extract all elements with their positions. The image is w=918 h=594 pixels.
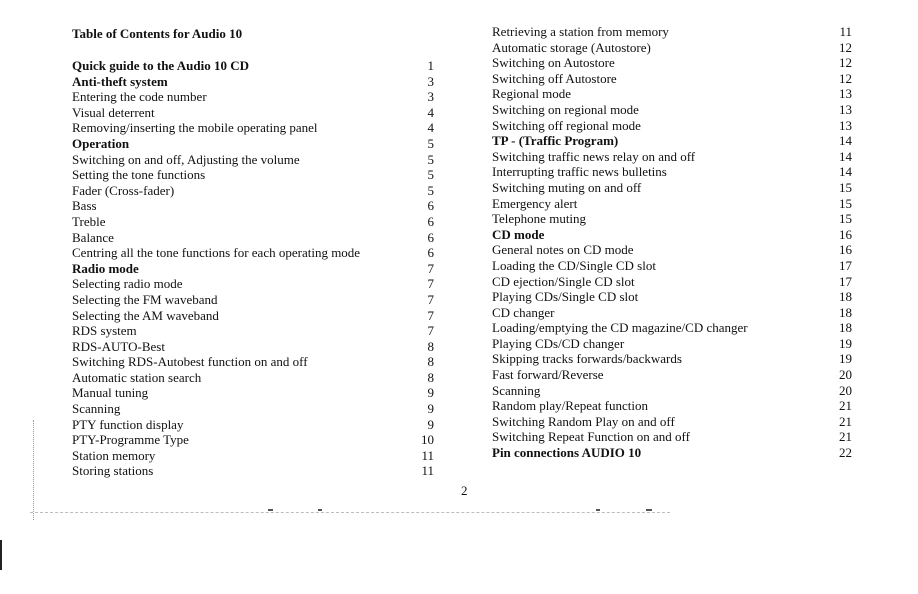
scan-speck bbox=[646, 509, 652, 511]
toc-left-column bbox=[72, 58, 434, 479]
toc-entry-label: Removing/inserting the mobile operating panel bbox=[72, 120, 318, 136]
toc-entry-label: Skipping tracks forwards/backwards bbox=[492, 351, 682, 367]
toc-entry-label: Scanning bbox=[492, 382, 541, 398]
toc-entry-label: Interrupting traffic news bulletins bbox=[492, 164, 667, 180]
toc-entry bbox=[492, 242, 852, 258]
toc-entry bbox=[492, 71, 852, 87]
toc-entry bbox=[72, 463, 434, 479]
toc-entry-label: Playing CDs/CD changer bbox=[492, 335, 625, 351]
toc-entry bbox=[492, 55, 852, 71]
toc-entry-page: 5 bbox=[427, 151, 434, 167]
toc-entry bbox=[72, 448, 434, 464]
toc-entry-label: RDS system bbox=[72, 323, 137, 339]
toc-entry bbox=[492, 414, 852, 430]
toc-entry-label: Retrieving a station from memory bbox=[492, 24, 669, 39]
toc-entry-label: Switching on and off, Adjusting the volume bbox=[72, 151, 300, 167]
toc-entry bbox=[492, 40, 852, 56]
toc-entry-label: Fast forward/Reverse bbox=[492, 367, 604, 383]
toc-entry-label: Switching traffic news relay on and off bbox=[492, 148, 696, 164]
toc-entry-label: Treble bbox=[72, 213, 106, 229]
toc-entry bbox=[492, 86, 852, 102]
toc-entry-page: 11 bbox=[421, 463, 434, 479]
page-title: Table of Contents for Audio 10 bbox=[72, 26, 243, 41]
toc-entry bbox=[492, 305, 852, 321]
toc-entry bbox=[492, 102, 852, 118]
toc-entry bbox=[72, 105, 434, 121]
toc-entry-label: Quick guide to the Audio 10 CD bbox=[72, 58, 249, 73]
toc-entry-page: 5 bbox=[427, 135, 434, 151]
toc-entry-page: 11 bbox=[839, 24, 852, 39]
toc-entry-page: 8 bbox=[427, 369, 434, 385]
toc-entry bbox=[492, 24, 852, 40]
toc-entry-page: 13 bbox=[839, 117, 852, 133]
toc-entry-page: 3 bbox=[427, 89, 434, 105]
toc-entry-label: PTY function display bbox=[72, 416, 184, 432]
toc-entry bbox=[492, 398, 852, 414]
toc-entry-page: 1 bbox=[427, 58, 434, 73]
toc-entry-page: 18 bbox=[839, 304, 852, 320]
toc-entry-label: Selecting the FM waveband bbox=[72, 291, 218, 307]
toc-entry-label: Centring all the tone functions for each operating mode bbox=[72, 245, 361, 261]
toc-entry bbox=[72, 354, 434, 370]
toc-entry-page: 3 bbox=[427, 73, 434, 89]
toc-entry bbox=[492, 351, 852, 367]
toc-entry-page: 11 bbox=[421, 447, 434, 463]
toc-entry bbox=[492, 164, 852, 180]
toc-entry-label: PTY-Programme Type bbox=[72, 432, 189, 448]
toc-entry-page: 7 bbox=[427, 260, 434, 276]
toc-entry-page: 16 bbox=[839, 242, 852, 258]
toc-entry-page: 7 bbox=[427, 323, 434, 339]
toc-entry-label: Regional mode bbox=[492, 86, 572, 102]
toc-entry-page: 15 bbox=[839, 211, 852, 227]
toc-entry bbox=[72, 230, 434, 246]
toc-entry bbox=[492, 367, 852, 383]
toc-entry-label: Telephone muting bbox=[492, 211, 587, 227]
toc-entry-page: 5 bbox=[427, 167, 434, 183]
toc-entry bbox=[72, 152, 434, 168]
toc-entry-label: Automatic station search bbox=[72, 369, 202, 385]
toc-entry-page: 8 bbox=[427, 338, 434, 354]
toc-entry-label: CD changer bbox=[492, 304, 555, 320]
toc-entry-label: Playing CDs/Single CD slot bbox=[492, 289, 639, 305]
toc-entry bbox=[72, 432, 434, 448]
toc-entry-page: 20 bbox=[839, 382, 852, 398]
toc-section-heading bbox=[72, 261, 434, 277]
toc-entry bbox=[492, 196, 852, 212]
toc-entry-label: Operation bbox=[72, 135, 130, 151]
toc-entry bbox=[492, 429, 852, 445]
toc-entry-page: 16 bbox=[839, 226, 852, 242]
toc-entry-page: 21 bbox=[839, 413, 852, 429]
toc-entry-page: 12 bbox=[839, 55, 852, 71]
toc-entry-page: 12 bbox=[839, 70, 852, 86]
toc-entry-page: 13 bbox=[839, 86, 852, 102]
toc-entry bbox=[492, 180, 852, 196]
toc-section-heading bbox=[492, 227, 852, 243]
toc-entry-label: Switching on regional mode bbox=[492, 101, 639, 117]
toc-entry-label: Switching Repeat Function on and off bbox=[492, 429, 690, 445]
toc-entry-label: Balance bbox=[72, 229, 114, 245]
toc-entry-page: 17 bbox=[839, 257, 852, 273]
toc-entry-page: 14 bbox=[839, 148, 852, 164]
toc-entry bbox=[72, 183, 434, 199]
scan-speck bbox=[318, 509, 322, 511]
scan-speck bbox=[596, 509, 600, 511]
toc-entry bbox=[492, 258, 852, 274]
toc-entry bbox=[72, 245, 434, 261]
toc-entry-page: 18 bbox=[839, 289, 852, 305]
toc-entry-page: 12 bbox=[839, 39, 852, 55]
toc-entry-page: 15 bbox=[839, 195, 852, 211]
toc-entry bbox=[72, 370, 434, 386]
toc-entry bbox=[72, 385, 434, 401]
toc-right-column bbox=[492, 24, 852, 461]
toc-entry-label: RDS-AUTO-Best bbox=[72, 338, 165, 354]
toc-entry-label: Anti-theft system bbox=[72, 73, 168, 89]
toc-entry-label: Loading/emptying the CD magazine/CD changer bbox=[492, 320, 748, 336]
toc-entry-page: 4 bbox=[427, 104, 434, 120]
toc-entry bbox=[492, 320, 852, 336]
toc-entry-page: 4 bbox=[427, 120, 434, 136]
toc-entry-label: Fader (Cross-fader) bbox=[72, 182, 175, 198]
toc-entry-label: CD mode bbox=[492, 226, 545, 242]
toc-entry-label: Visual deterrent bbox=[72, 104, 155, 120]
toc-entry bbox=[492, 274, 852, 290]
toc-entry-label: Emergency alert bbox=[492, 195, 578, 211]
toc-entry bbox=[72, 198, 434, 214]
toc-entry-label: Manual tuning bbox=[72, 385, 149, 401]
toc-entry-label: Switching RDS-Autobest function on and off bbox=[72, 354, 308, 370]
toc-entry-label: Entering the code number bbox=[72, 89, 207, 105]
toc-entry bbox=[492, 289, 852, 305]
toc-entry-page: 10 bbox=[421, 432, 434, 448]
toc-entry-label: Automatic storage (Autostore) bbox=[492, 39, 651, 55]
toc-entry-label: Pin connections AUDIO 10 bbox=[492, 445, 642, 461]
toc-entry bbox=[72, 292, 434, 308]
toc-entry-page: 21 bbox=[839, 398, 852, 414]
toc-entry bbox=[72, 120, 434, 136]
toc-entry-page: 5 bbox=[427, 182, 434, 198]
toc-entry-label: Loading the CD/Single CD slot bbox=[492, 257, 656, 273]
toc-entry-label: Switching muting on and off bbox=[492, 179, 642, 195]
scan-corner-mark bbox=[0, 540, 2, 570]
toc-entry-label: Selecting the AM waveband bbox=[72, 307, 219, 323]
toc-entry-label: Radio mode bbox=[72, 260, 139, 276]
toc-entry-label: Random play/Repeat function bbox=[492, 398, 648, 414]
toc-entry-page: 22 bbox=[839, 445, 852, 461]
toc-entry bbox=[492, 211, 852, 227]
toc-entry-page: 17 bbox=[839, 273, 852, 289]
toc-entry bbox=[72, 89, 434, 105]
toc-entry-label: Station memory bbox=[72, 447, 156, 463]
toc-entry-page: 6 bbox=[427, 245, 434, 261]
toc-entry-page: 21 bbox=[839, 429, 852, 445]
toc-entry bbox=[72, 417, 434, 433]
toc-entry-page: 19 bbox=[839, 335, 852, 351]
toc-entry bbox=[72, 339, 434, 355]
toc-section-heading bbox=[72, 136, 434, 152]
toc-entry-label: Selecting radio mode bbox=[72, 276, 183, 292]
toc-entry-label: Setting the tone functions bbox=[72, 167, 206, 183]
toc-section-heading bbox=[72, 74, 434, 90]
toc-entry-page: 8 bbox=[427, 354, 434, 370]
toc-entry-page: 6 bbox=[427, 213, 434, 229]
toc-entry-label: TP - (Traffic Program) bbox=[492, 133, 619, 149]
toc-entry bbox=[72, 167, 434, 183]
toc-entry-page: 7 bbox=[427, 276, 434, 292]
toc-entry-page: 9 bbox=[427, 385, 434, 401]
toc-entry-page: 14 bbox=[839, 164, 852, 180]
toc-entry bbox=[72, 276, 434, 292]
toc-entry bbox=[492, 336, 852, 352]
toc-entry bbox=[72, 323, 434, 339]
toc-entry-label: Scanning bbox=[72, 401, 121, 417]
toc-entry-label: Bass bbox=[72, 198, 97, 214]
toc-entry bbox=[492, 118, 852, 134]
toc-section-heading bbox=[492, 445, 852, 461]
page-number: 2 bbox=[461, 483, 468, 498]
toc-entry-page: 20 bbox=[839, 367, 852, 383]
toc-section-heading bbox=[72, 58, 434, 74]
toc-entry-page: 7 bbox=[427, 291, 434, 307]
toc-entry bbox=[492, 149, 852, 165]
toc-entry bbox=[72, 308, 434, 324]
toc-entry-page: 19 bbox=[839, 351, 852, 367]
scan-speck bbox=[268, 509, 273, 511]
toc-entry bbox=[492, 383, 852, 399]
toc-entry-page: 6 bbox=[427, 198, 434, 214]
toc-entry-page: 7 bbox=[427, 307, 434, 323]
toc-entry bbox=[72, 401, 434, 417]
toc-entry-label: CD ejection/Single CD slot bbox=[492, 273, 635, 289]
toc-entry-page: 15 bbox=[839, 179, 852, 195]
toc-entry-page: 9 bbox=[427, 401, 434, 417]
toc-entry bbox=[72, 214, 434, 230]
toc-entry-page: 9 bbox=[427, 416, 434, 432]
toc-entry-page: 13 bbox=[839, 101, 852, 117]
toc-entry-label: Switching on Autostore bbox=[492, 55, 615, 71]
toc-entry-page: 6 bbox=[427, 229, 434, 245]
toc-entry-label: Switching off Autostore bbox=[492, 70, 617, 86]
toc-entry-label: Storing stations bbox=[72, 463, 154, 479]
toc-entry-label: Switching off regional mode bbox=[492, 117, 641, 133]
toc-entry-page: 18 bbox=[839, 320, 852, 336]
scan-margin-line bbox=[33, 420, 34, 520]
toc-section-heading bbox=[492, 133, 852, 149]
toc-entry-label: Switching Random Play on and off bbox=[492, 413, 675, 429]
toc-entry-label: General notes on CD mode bbox=[492, 242, 634, 258]
scan-edge-line bbox=[30, 512, 670, 513]
toc-entry-page: 14 bbox=[839, 133, 852, 149]
